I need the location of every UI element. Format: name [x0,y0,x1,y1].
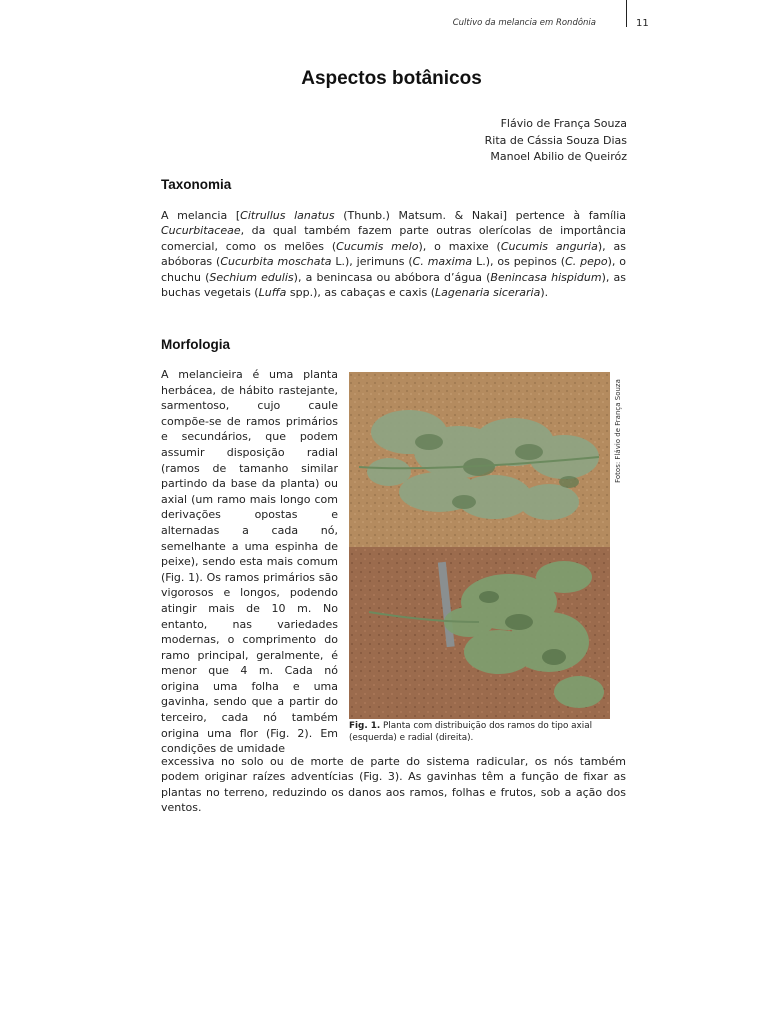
taxon-name: Cucurbita moschata [220,255,332,269]
taxonomia-paragraph: A melancia [Citrullus lanatus (Thunb.) Matsum. & Nakai] pertence à família Cucurbitaceae, da qual também fazem parte outras olerícolas de importância comercial, como os melões (Cucumis melo), o maxixe (Cucumis anguria), as abóboras (Cucurbita moschata L.), jerimuns (C. maxima L.), os pepinos (C. pepo), o chuchu (Sechium edulis), a benincasa ou abóbora d’água (Benincasa hispidum), as buchas vegetais (Luffa spp.), as cabaças e caxis (Lagenaria siceraria). [161,209,627,300]
taxon-name: Citrullus lanatus [240,209,335,222]
morfologia-column-text: A melancieira é uma planta herbácea, de hábito rastejante, sarmentoso, cujo caule compõe-se de ramos primários e secundários, que podem assumir disposição radial (ramos de tamanho similar partindo da base da planta) ou axial (um ramo mais longo com derivações opostas e alternadas a cada nó, semelhante a uma espinha de peixe), sendo esta mais comum (Fig. 1). Os ramos primários são vigorosos e longos, podendo atingir mais de 10 m. No entanto, nas variedades modernas, o comprimento do ramo principal, geralmente, é menor que 4 m. Cada nó origina uma folha e uma gavinha, sendo que a partir do terceiro, cada nó também origina uma flor (Fig. 2). Em condições de umidade [161,368,338,756]
header-divider [626,0,627,27]
taxon-name: Sechium edulis [209,270,294,284]
taxon-name: Cucumis melo [336,239,419,253]
chapter-title: Aspectos botânicos [301,68,482,89]
taxon-name: C. pepo [565,255,608,269]
author-name: Flávio de França Souza [500,117,627,130]
taxon-name: Benincasa hispidum [490,270,602,284]
taxon-name: Luffa [258,286,287,300]
taxon-name: Cucumis anguria [500,239,598,253]
page-number: 11 [636,18,649,29]
figure-caption [349,720,611,744]
photo-credit: Fotos: Flávio de França Souza [614,379,622,483]
authors [485,116,627,166]
caption-text: Planta com distribuição dos ramos do tipo axial (esquerda) e radial (direita). [349,721,593,743]
section-heading-morfologia: Morfologia [161,337,230,352]
photo-axial-plant [349,372,610,547]
running-head: Cultivo da melancia em Rondônia [452,18,596,28]
photo-radial-plant [349,547,610,719]
caption-label: Fig. 1. [349,721,381,731]
author-name: Manoel Abilio de Queiróz [490,150,627,163]
section-heading-taxonomia: Taxonomia [161,177,232,192]
author-name: Rita de Cássia Souza Dias [484,133,627,147]
taxon-name: Lagenaria siceraria [435,286,541,300]
taxon-name: C. maxima [412,255,473,269]
figure-photos [349,372,610,719]
morfologia-continued-text: excessiva no solo ou de morte de parte do sistema radicular, os nós também podem originar raízes adventícias (Fig. 3). As gavinhas têm a função de fixar as plantas no terreno, reduzindo os danos aos ramos, folhas e frutos, sob a ação dos ventos. [161,755,626,815]
taxon-name: Cucurbitaceae [161,224,241,238]
